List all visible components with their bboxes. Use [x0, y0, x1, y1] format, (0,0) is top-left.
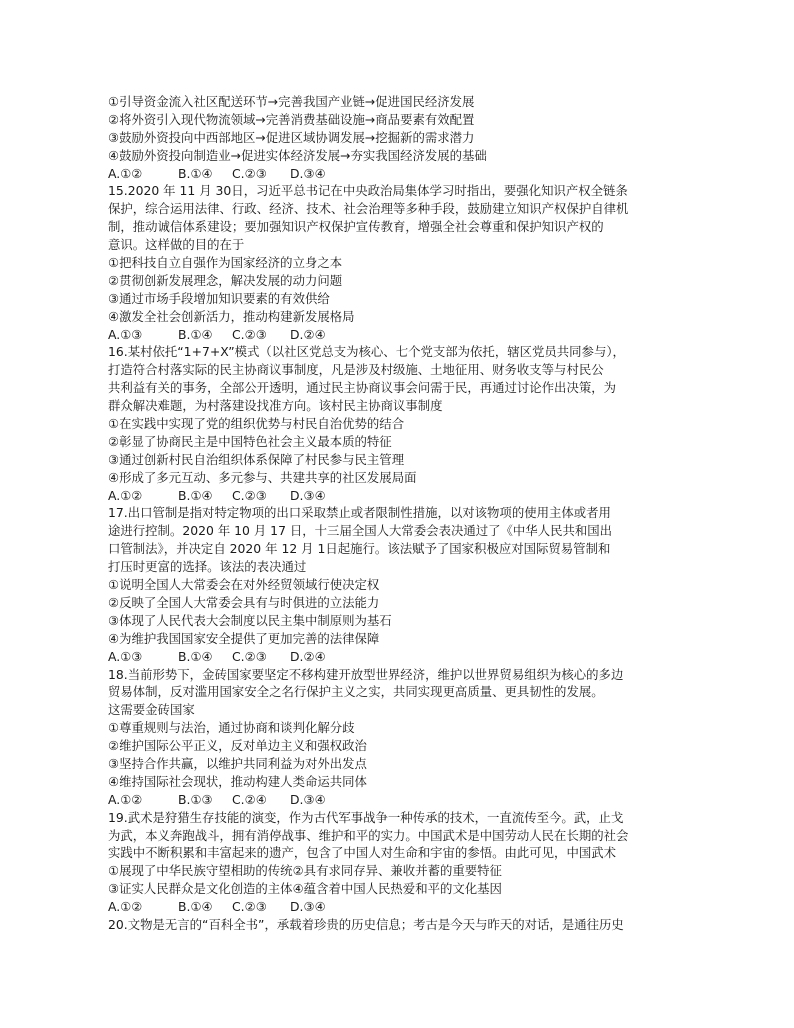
q17-option-3: ③体现了人民代表大会制度以民主集中制原则为基石: [108, 612, 392, 628]
q19-options: [108, 862, 688, 898]
q14-options: [108, 93, 688, 165]
q14-option-1: ①引导资金流入社区配送环节→完善我国产业链→促进国民经济发展: [108, 94, 475, 109]
q17-option-2: ②反映了全国人大常委会具有与时俱进的立法能力: [108, 594, 380, 610]
q14-option-2: ②将外资引入现代物流领域→完善消费基础设施→商品要素有效配置: [108, 111, 475, 127]
q19-option-3-4: ③证实人民群众是文化创造的主体④蕴含着中国人民热爱和平的文化基因: [108, 881, 502, 897]
q18-choice-d: D.③④: [290, 791, 326, 807]
q16-choice-c: C.②③: [232, 487, 267, 503]
q15-choice-d: D.②④: [290, 326, 326, 342]
q16-choice-d: D.③④: [290, 487, 326, 503]
q20-stem: [108, 916, 688, 934]
q14-choice-b: B.①④: [178, 165, 213, 181]
q18-stem-line: 贸易体制，反对滥用国家安全之名行保护主义之实，共同实现更高质量、更具韧性的发展。: [108, 684, 604, 700]
q18-stem-line: 这需要金砖国家: [108, 702, 195, 718]
q17-stem-line: 17.出口管制是指对特定物项的出口采取禁止或者限制性措施，以对该物项的使用主体或者用: [108, 505, 611, 521]
q14-choice-a: A.①②: [108, 165, 143, 181]
q15-choice-c: C.②③: [232, 326, 267, 342]
q15-option-1: ①把科技自立自强作为国家经济的立身之本: [108, 255, 343, 271]
q16-choices: [108, 487, 688, 505]
q16-stem-line: 共利益有关的事务，全部公开透明，通过民主协商议事会问需于民，再通过讨论作出决策，为: [108, 380, 617, 396]
q15-stem-line: 意识。这样做的目的在于: [108, 237, 245, 253]
q19-choice-a: A.①②: [108, 899, 143, 915]
q18-stem: [108, 666, 688, 720]
q14-choice-c: C.②③: [232, 165, 267, 181]
q19-stem: [108, 809, 688, 863]
q16-option-3: ③通过创新村民自治组织体系保障了村民参与民主管理: [108, 451, 405, 467]
q16-choice-b: B.①④: [178, 487, 213, 503]
q14-option-3: ③鼓励外资投向中西部地区→促进区域协调发展→挖掘新的需求潜力: [108, 129, 475, 145]
q20-stem-line: 20.文物是无言的“百科全书”，承载着珍贵的历史信息；考古是今天与昨天的对话，是通往历史: [108, 916, 624, 932]
q18-option-4: ④维持国际社会现状，推动构建人类命运共同体: [108, 773, 367, 789]
q16-option-4: ④形成了多元互动、多元参与、共建共享的社区发展局面: [108, 469, 417, 485]
q19-stem-line: 实践中不断积累和丰富起来的遗产，包含了中国人对生命和宇宙的参悟。由此可见，中国武术: [108, 845, 617, 861]
q17-choices: [108, 648, 688, 666]
q18-option-3: ③坚持合作共赢，以维护共同利益为对外出发点: [108, 755, 367, 771]
q16-stem-line: 打造符合村落实际的民主协商议事制度，凡是涉及村级施、土地征用、财务收支等与村民公: [108, 362, 604, 378]
q18-choice-c: C.②④: [232, 791, 267, 807]
q15-choice-a: A.①③: [108, 326, 143, 342]
q15-options: [108, 254, 688, 326]
q18-options: [108, 719, 688, 791]
q17-choice-b: B.①④: [178, 648, 213, 664]
q17-stem-line: 打压时更富的选择。该法的表决通过: [108, 559, 307, 575]
q17-option-1: ①说明全国人大常委会在对外经贸领域行使决定权: [108, 577, 380, 593]
q16-stem: [108, 343, 688, 415]
q17-choice-d: D.②④: [290, 648, 326, 664]
q18-stem-line: 18.当前形势下，金砖国家要坚定不移构建开放型世界经济，维护以世界贸易组织为核心的多边: [108, 666, 624, 682]
q14-choice-d: D.③④: [290, 165, 326, 181]
exam-page: [108, 93, 688, 934]
q15-stem: [108, 182, 688, 254]
q17-stem-line: 途进行控制。2020 年 10 月 17 日，十三届全国人大常委会表决通过了《中华人民共和国出: [108, 523, 613, 539]
q19-choice-b: B.①④: [178, 899, 213, 915]
q17-options: [108, 576, 688, 648]
q15-choices: [108, 326, 688, 344]
q18-choices: [108, 791, 688, 809]
q19-stem-line: 19.武术是狩猎生存技能的演变，作为古代军事战争一种传承的技术，一直流传至今。武，止戈: [108, 809, 624, 825]
q17-choice-c: C.②③: [232, 648, 267, 664]
q15-choice-b: B.①④: [178, 326, 213, 342]
q17-stem: [108, 504, 688, 576]
q15-option-4: ④激发全社会创新活力，推动构建新发展格局: [108, 308, 355, 324]
q18-choice-b: B.①③: [178, 791, 213, 807]
q16-stem-line: 群众解决难题，为村落建设找准方向。该村民主协商议事制度: [108, 398, 443, 414]
q14-choices: [108, 165, 688, 183]
q19-stem-line: 为武，本义奔跑战斗，拥有消停战事、维护和平的实力。中国武术是中国劳动人民在长期的社会: [108, 827, 629, 843]
q18-choice-a: A.①②: [108, 791, 143, 807]
q17-stem-line: 口管制法》，并决定自 2020 年 12 月 1日起施行。该法赋予了国家积极应对国际贸易管制和: [108, 541, 611, 557]
q16-choice-a: A.①②: [108, 487, 143, 503]
q16-stem-line: 16.某村依托“1+7+X”模式（以社区党总支为核心、七个党支部为依托，辖区党员共同参与），: [108, 344, 625, 360]
q18-option-2: ②维护国际公平正义，反对单边主义和强权政治: [108, 738, 367, 754]
q17-option-4: ④为维护我国国家安全提供了更加完善的法律保障: [108, 630, 380, 646]
q19-choice-d: D.③④: [290, 899, 326, 915]
q19-choice-c: C.②③: [232, 899, 267, 915]
q16-option-2: ②彰显了协商民主是中国特色社会主义最本质的特征: [108, 433, 392, 449]
q15-option-2: ②贯彻创新发展理念，解决发展的动力问题: [108, 272, 343, 288]
q15-stem-line: 制，推动诚信体系建设；要加强知识产权保护宣传教育，增强全社会尊重和保护知识产权的: [108, 219, 604, 235]
q18-option-1: ①尊重规则与法治，通过协商和谈判化解分歧: [108, 720, 355, 736]
q15-stem-line: 保护，综合运用法律、行政、经济、技术、社会治理等多种手段，鼓励建立知识产权保护自律机: [108, 201, 629, 217]
q16-options: [108, 415, 688, 487]
q15-option-3: ③通过市场手段增加知识要素的有效供给: [108, 290, 330, 306]
q19-choices: [108, 898, 688, 916]
q16-option-1: ①在实践中实现了党的组织优势与村民自治优势的结合: [108, 416, 405, 432]
q17-choice-a: A.①③: [108, 648, 143, 664]
q14-option-4: ④鼓励外资投向制造业→促进实体经济发展→夯实我国经济发展的基础: [108, 147, 487, 163]
q19-option-1-2: ①展现了中华民族守望相助的传统②具有求同存异、兼收并蓄的重要特征: [108, 863, 502, 879]
q15-stem-line: 15.2020 年 11 月 30日，习近平总书记在中央政治局集体学习时指出，要强化知识产权全链条: [108, 183, 628, 199]
